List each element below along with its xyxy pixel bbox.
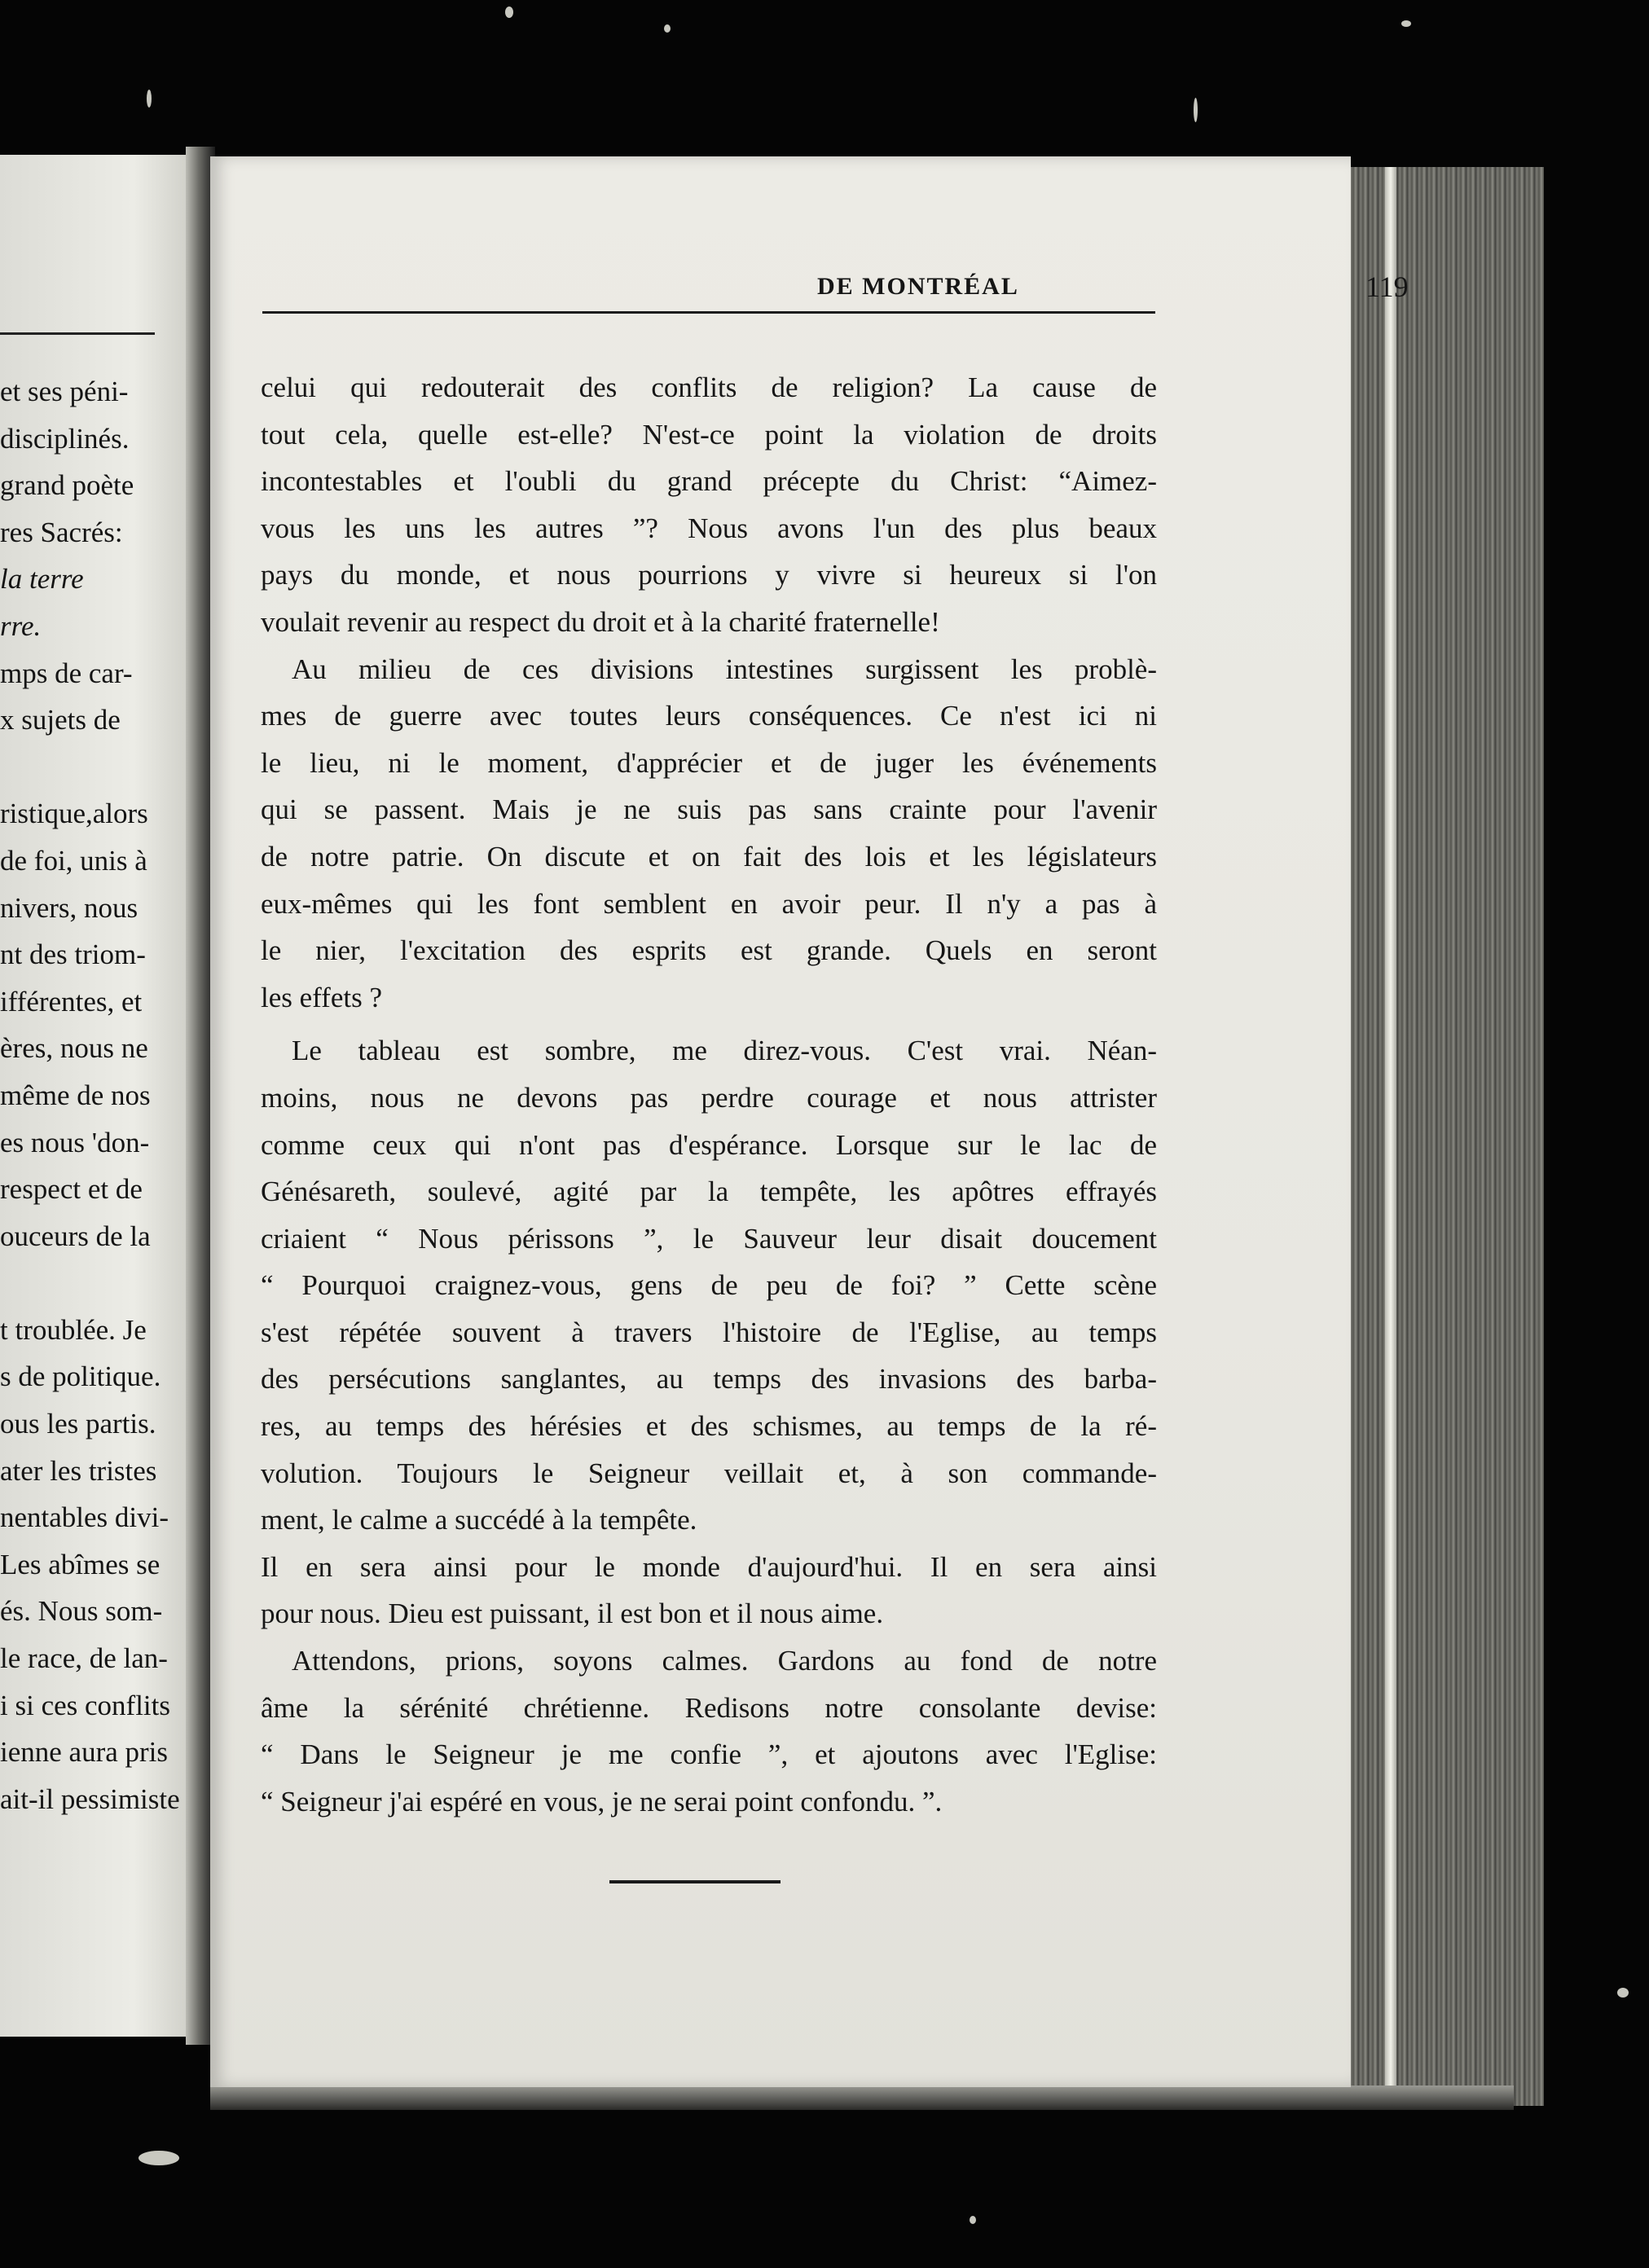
text-line: moins, nous ne devons pas perdre courage et nous attrister [261, 1081, 1157, 1114]
facing-line: de foi, unis à [0, 844, 147, 877]
text-line: res, au temps des hérésies et des schismes, au temps de la ré- [261, 1410, 1157, 1443]
paragraph-gap [261, 1021, 1157, 1027]
text-line: le nier, l'excitation des esprits est grande. Quels en seront [261, 934, 1157, 967]
facing-line: ous les partis. [0, 1408, 156, 1440]
facing-line: ifférentes, et [0, 985, 143, 1018]
facing-line [0, 744, 187, 791]
facing-line: respect et de [0, 1173, 143, 1206]
facing-line: la terre [0, 563, 84, 596]
facing-line: es nous 'don- [0, 1126, 150, 1158]
facing-line: t troublée. Je [0, 1313, 147, 1346]
facing-line: ait-il pessimiste [0, 1782, 180, 1815]
facing-line: mps de car- [0, 657, 133, 689]
text-line: qui se passent. Mais je ne suis pas sans crainte pour l'avenir [261, 793, 1157, 826]
text-line: comme ceux qui n'ont pas d'espérance. Lorsque sur le lac de [261, 1128, 1157, 1161]
facing-line: Les abîmes se [0, 1548, 161, 1580]
text-line: incontestables et l'oubli du grand précepte du Christ: “Aimez- [261, 465, 1157, 498]
text-line: criaient “ Nous périssons ”, le Sauveur leur disait doucement [261, 1222, 1157, 1255]
text-line: mes de guerre avec toutes leurs conséquences. Ce n'est ici ni [261, 700, 1157, 732]
text-line: celui qui redouterait des conflits de religion? La cause de [261, 371, 1157, 403]
page-block-edge [1348, 167, 1544, 2106]
facing-line: ouceurs de la [0, 1220, 151, 1252]
text-line: pays du monde, et nous pourrions y vivre si heureux si l'on [261, 559, 1157, 591]
text-line: voulait revenir au respect du droit et à la charité fraternelle! [261, 605, 940, 638]
facing-line: és. Nous som- [0, 1595, 163, 1628]
facing-line: res Sacrés: [0, 516, 123, 548]
text-line: “ Seigneur j'ai espéré en vous, je ne serai point confondu. ”. [261, 1785, 943, 1817]
text-line: Au milieu de ces divisions intestines surgissent les problè- [292, 653, 1157, 685]
facing-line: s de politique. [0, 1360, 161, 1393]
section-end-rule [609, 1880, 781, 1883]
facing-line: même de nos [0, 1079, 151, 1111]
running-head [471, 262, 1409, 311]
facing-line: disciplinés. [0, 422, 130, 455]
text-line: ment, le calme a succédé à la tempête. [261, 1504, 697, 1536]
facing-line: ater les tristes [0, 1454, 157, 1487]
text-line: Il en sera ainsi pour le monde d'aujourd'hui. Il en sera ainsi [261, 1550, 1157, 1583]
facing-line: ienne aura pris [0, 1736, 169, 1769]
text-line: tout cela, quelle est-elle? N'est-ce point la violation de droits [261, 418, 1157, 451]
dust-speck [139, 2151, 179, 2165]
dust-speck [970, 2216, 976, 2224]
text-line: eux-mêmes qui les font semblent en avoir peur. Il n'y a pas à [261, 887, 1157, 920]
facing-line [0, 1259, 187, 1307]
text-line: âme la sérénité chrétienne. Redisons notre consolante devise: [261, 1691, 1157, 1724]
facing-page-header-rule [0, 332, 155, 335]
facing-line: le race, de lan- [0, 1642, 168, 1675]
facing-line: nt des triom- [0, 938, 146, 971]
dust-speck [147, 90, 152, 108]
page-number: 119 [1365, 270, 1409, 303]
dust-speck [505, 7, 513, 18]
dust-speck [1617, 1988, 1629, 1998]
facing-line: i si ces conflits [0, 1689, 170, 1721]
text-line: des persécutions sanglantes, au temps des invasions des barba- [261, 1363, 1157, 1396]
page-bottom-edge [210, 2086, 1514, 2110]
facing-line: nivers, nous [0, 891, 139, 924]
text-line: volution. Toujours le Seigneur veillait et, à son commande- [261, 1457, 1157, 1489]
facing-line: ères, nous ne [0, 1032, 148, 1065]
running-title: DE MONTRÉAL [817, 273, 1019, 300]
text-line: les effets ? [261, 981, 383, 1013]
text-line: Génésareth, soulevé, agité par la tempête, les apôtres effrayés [261, 1176, 1157, 1208]
header-rule [262, 311, 1155, 314]
page-block-highlight [1385, 167, 1396, 2106]
text-line: Le tableau est sombre, me direz-vous. C'est vrai. Néan- [292, 1035, 1157, 1067]
main-page [210, 156, 1409, 2087]
facing-line: et ses péni- [0, 376, 129, 407]
page-body-text [261, 364, 1157, 1825]
dust-speck [1401, 20, 1411, 27]
facing-page [0, 155, 191, 2037]
dust-speck [664, 24, 671, 33]
text-line: “ Dans le Seigneur je me confie ”, et ajoutons avec l'Eglise: [261, 1738, 1157, 1771]
text-line: s'est répétée souvent à travers l'histoire de l'Eglise, au temps [261, 1316, 1157, 1348]
facing-line: ristique,alors [0, 798, 148, 830]
dust-speck [1194, 98, 1198, 122]
text-line: de notre patrie. On discute et on fait des lois et les législateurs [261, 840, 1157, 872]
text-line: Attendons, prions, soyons calmes. Gardons au fond de notre [292, 1645, 1157, 1677]
facing-line: nentables divi- [0, 1501, 169, 1534]
facing-line: x sujets de [0, 704, 121, 736]
text-line: le lieu, ni le moment, d'apprécier et de juger les événements [261, 746, 1157, 779]
facing-line: grand poète [0, 469, 134, 502]
text-line: vous les uns les autres ”? Nous avons l'un des plus beaux [261, 512, 1157, 544]
text-line: “ Pourquoi craignez-vous, gens de peu de foi? ” Cette scène [261, 1269, 1157, 1302]
facing-line: rre. [0, 609, 42, 642]
text-line: pour nous. Dieu est puissant, il est bon et il nous aime. [261, 1598, 884, 1630]
facing-page-text [0, 368, 187, 1822]
